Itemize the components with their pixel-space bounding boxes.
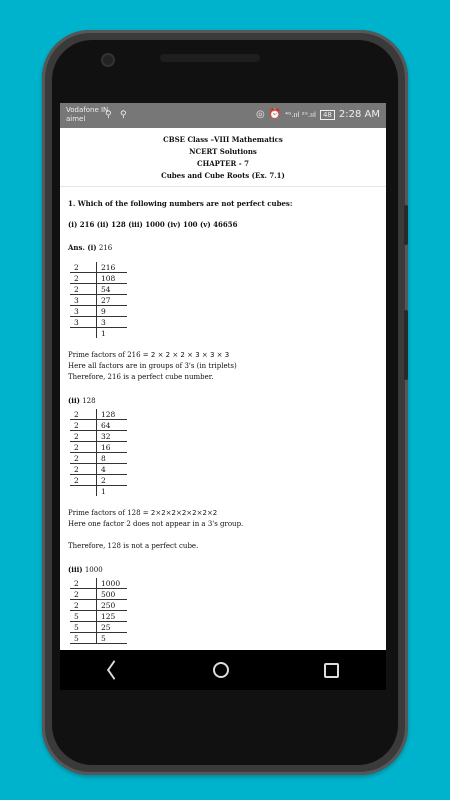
usb-icon: ⚲ (105, 110, 112, 120)
explanation-line: Here all factors are in groups of 3's (in triplets) (68, 362, 237, 370)
recent-apps-icon[interactable] (324, 663, 339, 678)
answer-prefix: Ans. (i) (68, 243, 97, 252)
quotient-cell: 2 (97, 475, 128, 486)
explanation-line: Here one factor 2 does not appear in a 3's group. (68, 520, 244, 528)
prime-factors-line (68, 350, 378, 361)
division-table-216 (70, 262, 127, 338)
quotient-cell: 216 (97, 262, 128, 273)
table-row (70, 578, 127, 589)
power-button (404, 310, 408, 380)
table-row (70, 431, 127, 442)
quotient-cell: 54 (97, 284, 128, 295)
prime-factors-line (68, 508, 378, 519)
table-row (70, 486, 127, 497)
prime-factors-prefix: Prime factors of 216 = (68, 351, 151, 359)
table-row (70, 306, 127, 317)
divisor-cell: 3 (70, 306, 97, 317)
quotient-cell: 8 (97, 453, 128, 464)
part-label (68, 395, 378, 407)
table-row (70, 464, 127, 475)
explanation-128 (68, 508, 378, 552)
header-line: Cubes and Cube Roots (Ex. 7.1) (161, 171, 285, 180)
phone-screen (60, 103, 386, 690)
divisor-cell (70, 328, 97, 339)
quotient-cell: 1 (101, 486, 106, 496)
divisor-cell: 2 (70, 578, 97, 589)
table-row (70, 611, 127, 622)
divisor-cell: 2 (70, 442, 97, 453)
answer-value: 216 (98, 244, 113, 252)
quotient-cell: 500 (97, 589, 128, 600)
table-row (70, 317, 127, 328)
carrier-line1: Vodafone IN (66, 106, 109, 114)
quotient-cell: 27 (97, 295, 128, 306)
hotspot-icon: ◎ (255, 109, 265, 120)
navigation-bar (60, 650, 386, 690)
header-line: CHAPTER - 7 (197, 159, 249, 168)
quotient-cell: 125 (97, 611, 128, 622)
quotient-cell: 128 (97, 409, 128, 420)
divisor-cell: 5 (70, 633, 97, 644)
division-table-1000 (70, 578, 127, 644)
table-row (70, 420, 127, 431)
divisor-cell: 2 (70, 475, 97, 486)
quotient-cell: 16 (97, 442, 128, 453)
divisor-cell: 3 (70, 317, 97, 328)
quotient-cell: 4 (97, 464, 128, 475)
divisor-cell: 2 (70, 453, 97, 464)
divisor-cell: 2 (70, 600, 97, 611)
signal-icon: ⁴ᴳ.ııl ²ᴳ.ııl (285, 110, 316, 119)
back-icon[interactable] (107, 663, 119, 677)
explanation-line: Therefore, 128 is not a perfect cube. (68, 542, 199, 550)
divisor-cell: 2 (70, 464, 97, 475)
part-value: 1000 (84, 566, 103, 574)
divisor-cell: 5 (70, 611, 97, 622)
table-row (70, 328, 127, 339)
prime-factors-expr: 2×2×2×2×2×2×2 (150, 509, 218, 517)
document-content[interactable] (60, 128, 386, 673)
document-header (60, 128, 386, 187)
divisor-cell: 2 (70, 431, 97, 442)
table-row (70, 600, 127, 611)
divisor-cell: 3 (70, 295, 97, 306)
divisor-cell: 2 (70, 273, 97, 284)
quotient-cell: 9 (97, 306, 128, 317)
divisor-cell: 2 (70, 589, 97, 600)
table-row (70, 475, 127, 486)
table-row (70, 295, 127, 306)
header-line: NCERT Solutions (189, 147, 257, 156)
alarm-icon: ⏰ (268, 109, 282, 120)
divisor-cell: 5 (70, 622, 97, 633)
part-label (68, 564, 378, 576)
explanation-216 (68, 350, 378, 383)
battery-icon: 48 (320, 110, 335, 120)
front-camera (101, 53, 115, 67)
quotient-cell: 25 (97, 622, 128, 633)
divisor-cell: 2 (70, 284, 97, 295)
divisor-cell: 2 (70, 262, 97, 273)
carrier-name (66, 106, 108, 124)
part-value: 128 (82, 397, 96, 405)
usb-icon: ⚲ (120, 110, 127, 120)
header-line: CBSE Class –VIII Mathematics (163, 135, 283, 144)
quotient-cell: 1000 (97, 578, 128, 589)
divisor-cell: 2 (70, 420, 97, 431)
home-icon[interactable] (213, 662, 229, 678)
divisor-cell: 2 (70, 409, 97, 420)
clock: 2:28 AM (338, 109, 380, 120)
part-prefix: (ii) (68, 396, 80, 405)
answer-label (68, 243, 378, 252)
carrier-line2: aimel (66, 115, 86, 123)
prime-factors-prefix: Prime factors of 128 = (68, 509, 151, 517)
question-options: (i) 216 (ii) 128 (iii) 1000 (iv) 100 (v) 46656 (68, 220, 238, 229)
status-icons (256, 109, 380, 120)
table-row (70, 262, 127, 273)
earpiece-speaker (160, 54, 260, 62)
table-row (70, 442, 127, 453)
table-row (70, 633, 127, 644)
division-table-128 (70, 409, 127, 496)
table-row (70, 409, 127, 420)
explanation-line: Therefore, 216 is a perfect cube number. (68, 373, 214, 381)
part-prefix: (iii) (68, 565, 83, 574)
quotient-cell: 108 (97, 273, 128, 284)
quotient-cell: 250 (97, 600, 128, 611)
table-row (70, 284, 127, 295)
quotient-cell: 1 (101, 328, 106, 338)
table-row (70, 589, 127, 600)
table-row (70, 453, 127, 464)
volume-button (404, 205, 408, 245)
prime-factors-expr: 2 × 2 × 2 × 3 × 3 × 3 (150, 351, 230, 359)
status-bar (60, 103, 386, 128)
quotient-cell: 64 (97, 420, 128, 431)
table-row (70, 273, 127, 284)
question-text: 1. Which of the following numbers are not perfect cubes: (68, 199, 293, 208)
table-row (70, 622, 127, 633)
divisor-cell (70, 486, 97, 497)
quotient-cell: 5 (97, 633, 128, 644)
quotient-cell: 3 (97, 317, 128, 328)
quotient-cell: 32 (97, 431, 128, 442)
